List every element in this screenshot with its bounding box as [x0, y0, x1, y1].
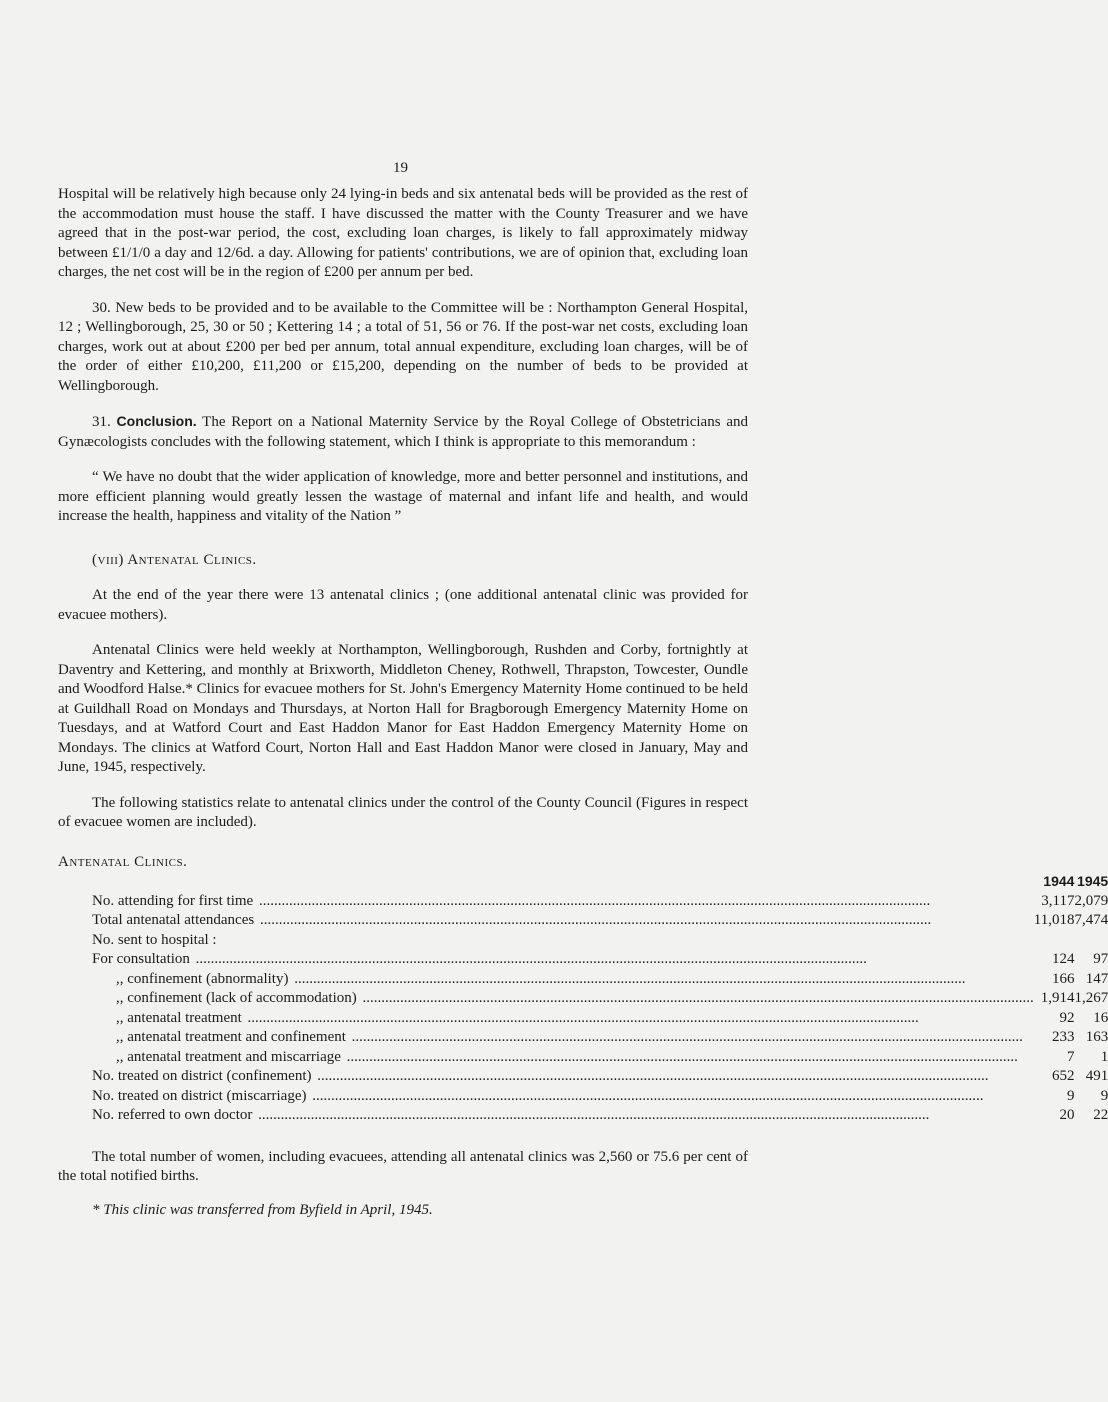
- row-label: ,, antenatal treatment .....: [58, 1009, 1034, 1029]
- table-row: [58, 911, 1108, 931]
- value-1945: 163: [1085, 1029, 1108, 1045]
- paragraph-statistics-intro: The following statistics relate to antenatal clinics under the control of the County Council (Figures in respect of evacuee women are included).: [58, 794, 748, 830]
- value-1944: 233: [1051, 1029, 1075, 1045]
- row-label: ,, antenatal treatment and miscarriage .....: [58, 1048, 1034, 1068]
- table-row: [58, 950, 1108, 970]
- table-row: [58, 892, 1108, 912]
- page-number: 19: [393, 160, 408, 176]
- paragraph-total: The total number of women, including evacuees, attending all antenatal clinics was 2,560 or 75.6 per cent of the total notified births.: [58, 1148, 748, 1184]
- value-1944: 20: [1059, 1107, 1075, 1123]
- paragraph-31-text: The Report on a National Maternity Service by the Royal College of Obstetricians and Gynæcologists concludes with the following statement, which I think is appropriate to this memorandum :: [58, 414, 748, 450]
- table-row: [58, 989, 1108, 1009]
- row-label: ,, confinement (abnormality) .....: [58, 970, 1034, 990]
- conclusion-heading: Conclusion.: [116, 413, 197, 429]
- paragraph-intro: Hospital will be relatively high because only 24 lying-in beds and six antenatal beds will be provided as the rest of the accommodation must house the staff. I have discussed the matter with the County Treasurer and we have agreed that in the post-war period, the cost, excluding loan charges, is likely to fall approximately midway between £1/1/0 a day and 12/6d. a day. Allowing for patients' contributions, we are of opinion that, excluding loan charges, the net cost will be in the region of £200 per annum per bed.: [58, 186, 748, 280]
- value-1944: 92: [1059, 1009, 1075, 1026]
- column-header-1944: 1944: [1043, 873, 1075, 889]
- value-1945: 7,474: [1074, 912, 1108, 928]
- table-row: [58, 1067, 1108, 1087]
- paragraph-31-number: 31.: [92, 414, 111, 430]
- paragraph-clinics-count: At the end of the year there were 13 antenatal clinics ; (one additional antenatal clinic was provided for evacuee mothers).: [58, 587, 748, 623]
- value-1944: 166: [1051, 970, 1075, 987]
- row-label: No. attending for first time .....: [58, 892, 1034, 912]
- value-1945: 2,079: [1074, 892, 1108, 909]
- value-1945: [1074, 931, 1108, 951]
- value-1945: 1,267: [1074, 990, 1108, 1006]
- row-label: ,, antenatal treatment and confinement .....: [58, 1028, 1034, 1048]
- value-1945: 1: [1100, 1048, 1108, 1065]
- paragraph-clinics-schedule: Antenatal Clinics were held weekly at Northampton, Wellingborough, Rushden and Corby, fortnightly at Daventry and Kettering, and monthly at Brixworth, Middleton Cheney, Rothwell, Thrapston, Towcester, Oundle and Woodford Halse.* Clinics for evacuee mothers for St. John's Emergency Maternity Home continued to be held at Guildhall Road on Mondays and Thursdays, at Norton Hall for Bragborough Emergency Maternity Home on Tuesdays, and at Watford Court and East Haddon Manor for East Haddon Emergency Maternity Home on Mondays. The clinics at Watford Court, Norton Hall and East Haddon Manor were closed in January, May and June, 1945, respectively.: [58, 642, 748, 775]
- table-row: [58, 1087, 1108, 1107]
- row-label: For consultation .....: [58, 950, 1034, 970]
- row-label: No. referred to own doctor .....: [58, 1106, 1034, 1126]
- row-label: ,, confinement (lack of accommodation) .....: [58, 989, 1034, 1009]
- value-1944: 124: [1051, 951, 1075, 967]
- value-1945: 9: [1100, 1087, 1108, 1104]
- table-row: [58, 1048, 1108, 1068]
- table-title: Antenatal Clinics.: [58, 853, 188, 870]
- row-label: Total antenatal attendances .....: [58, 911, 1034, 931]
- paragraph-31: [58, 412, 748, 452]
- table-header-row: [58, 872, 1108, 892]
- section-heading: (viii) Antenatal Clinics.: [92, 551, 257, 568]
- value-1944: 3,117: [1041, 892, 1075, 909]
- statistics-table: [58, 872, 1108, 1126]
- value-1944: [1034, 931, 1075, 951]
- table-row: [58, 1106, 1108, 1126]
- column-header-1945: 1945: [1077, 873, 1108, 889]
- table-row: [58, 931, 1108, 951]
- value-1945: 22: [1093, 1107, 1108, 1123]
- value-1945: 16: [1093, 1009, 1108, 1026]
- value-1944: 7: [1066, 1048, 1075, 1065]
- value-1945: 147: [1085, 970, 1108, 987]
- table-row: [58, 1009, 1108, 1029]
- table-row: [58, 970, 1108, 990]
- body-text: [58, 185, 1108, 1220]
- value-1944: 9: [1066, 1087, 1075, 1104]
- row-label: No. treated on district (confinement) .....: [58, 1067, 1034, 1087]
- value-1945: 491: [1085, 1068, 1108, 1084]
- row-label: No. treated on district (miscarriage) .....: [58, 1087, 1034, 1107]
- row-label: No. sent to hospital :: [92, 931, 217, 948]
- footnote: * This clinic was transferred from Byfield in April, 1945.: [92, 1201, 433, 1218]
- value-1944: 1,914: [1040, 990, 1075, 1006]
- paragraph-30: 30. New beds to be provided and to be available to the Committee will be : Northampton General Hospital, 12 ; Wellingborough, 25, 30 or 50 ; Kettering 14 ; a total of 51, 56 or 76. If the post-war net costs, excluding loan charges, work out at about £200 per bed per annum, total annual expenditure, excluding loan charges, will be of the order of either £10,200, £11,200 or £15,200, depending on the number of beds to be provided at Wellingborough.: [58, 299, 748, 394]
- value-1944: 11,018: [1033, 912, 1075, 928]
- table-row: [58, 1028, 1108, 1048]
- value-1944: 652: [1051, 1068, 1075, 1084]
- quote: “ We have no doubt that the wider application of knowledge, more and better personnel and institutions, and more efficient planning would greatly lessen the wastage of maternal and infant life and health, and would increase the health, happiness and vitality of the Nation ”: [58, 469, 748, 524]
- value-1945: 97: [1093, 951, 1108, 967]
